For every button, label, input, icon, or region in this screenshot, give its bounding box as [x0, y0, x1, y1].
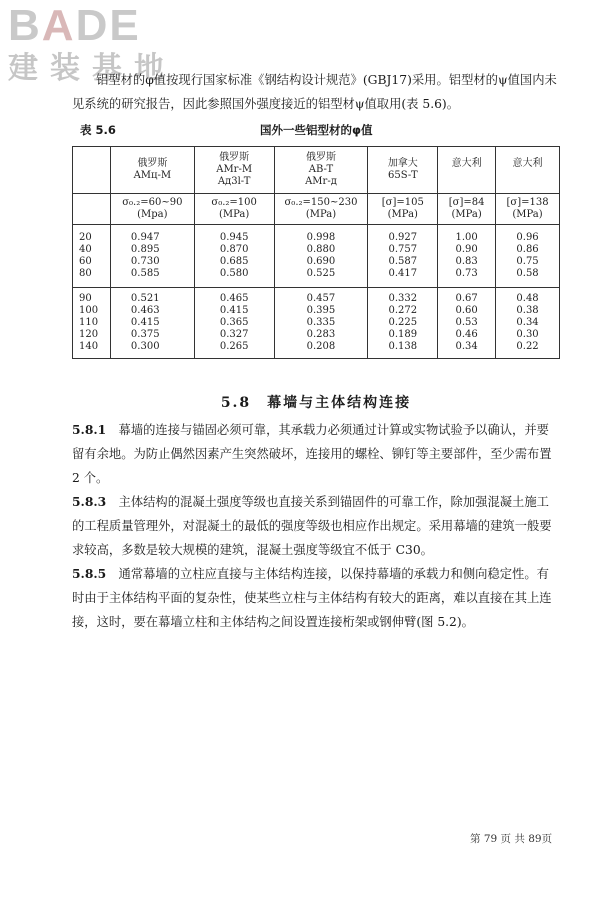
cell-line: 0.457: [306, 293, 336, 304]
cell-line: σ₀.₂=100: [211, 197, 257, 208]
table-cell: [438, 288, 496, 359]
table-cell: [368, 288, 438, 359]
cell-line: 0.58: [516, 268, 539, 279]
cell-line: 0.272: [388, 305, 418, 316]
cell-line: 0.415: [130, 317, 160, 328]
cell-line: 110: [79, 317, 99, 328]
table-cell: [274, 225, 368, 288]
cell-line: [75, 209, 108, 221]
cell-line: 0.208: [306, 341, 336, 352]
cell-line: 0.189: [388, 329, 418, 340]
clause-5-8-1: [72, 418, 560, 490]
cell-line: 0.34: [455, 341, 478, 352]
clause-text: 幕墙的连接与锚固必须可靠，其承载力必须通过计算或实物试验予以确认，并要留有余地。为防止偶然因素产生突然破坏，连接用的螺栓、铆钉等主要部件，至少需布置 2 个。: [72, 423, 552, 485]
table-cell: [496, 288, 560, 359]
cell-line: 意大利: [451, 158, 482, 169]
cell-line: AMr-д: [305, 176, 337, 187]
table-cell: [110, 194, 194, 225]
cell-line: 120: [79, 329, 99, 340]
cell-line: 0.30: [516, 329, 539, 340]
cell-line: 0.48: [516, 293, 539, 304]
cell-line: 100: [79, 305, 99, 316]
cell-line: 0.947: [130, 232, 160, 243]
cell-line: 俄罗斯: [219, 152, 250, 163]
table-cell: [73, 225, 111, 288]
cell-line: 0.417: [388, 268, 418, 279]
cell-line: 0.895: [130, 244, 160, 255]
table-cell: [368, 225, 438, 288]
table-cell: [110, 147, 194, 194]
cell-line: 0.690: [306, 256, 336, 267]
cell-line: 0.587: [388, 256, 418, 267]
table-cell: [438, 147, 496, 194]
cell-line: [σ]=84: [448, 197, 485, 208]
table-cell: [438, 225, 496, 288]
cell-line: 90: [79, 293, 92, 304]
table-cell: [194, 288, 274, 359]
table-title: 国外一些铝型材的φ值: [260, 123, 373, 137]
table-cell: [496, 225, 560, 288]
cell-line: 0.86: [516, 244, 539, 255]
table-cell: [73, 147, 111, 194]
cell-line: 0.463: [130, 305, 160, 316]
page-footer: 第 79 页 共 89页: [470, 833, 553, 845]
cell-line: 0.521: [130, 293, 160, 304]
cell-line: 0.927: [388, 232, 418, 243]
cell-line: [75, 158, 108, 170]
cell-line: σ₀.₂=150~230: [284, 197, 358, 208]
cell-line: 0.945: [219, 232, 249, 243]
cell-line: σ₀.₂=60~90: [122, 197, 183, 208]
table-caption: [80, 122, 560, 140]
cell-line: 0.395: [306, 305, 336, 316]
cell-line: 0.525: [306, 268, 336, 279]
cell-line: 0.22: [516, 341, 539, 352]
phi-table: [72, 146, 560, 359]
table-cell: [194, 225, 274, 288]
cell-line: Aд3l-T: [217, 176, 251, 187]
cell-line: [498, 170, 557, 182]
table-cell: [368, 147, 438, 194]
table-cell: [73, 194, 111, 225]
table-cell: [496, 194, 560, 225]
table-row-group-2: [73, 288, 560, 359]
logo-subtitle: 建装基地: [8, 51, 176, 86]
cell-line: (MPa): [451, 209, 482, 220]
cell-line: 0.415: [219, 305, 249, 316]
clause-5-8-3: [72, 490, 560, 562]
cell-line: (MPa): [387, 209, 418, 220]
intro-paragraph: 铝型材的φ值按现行国家标准《钢结构设计规范》(GBJ17)采用。铝型材的ψ值国内未见系统的研究报告，因此参照国外强度接近的铝型材ψ值取用(表 5.6)。: [72, 73, 557, 111]
table-cell: [274, 194, 368, 225]
table-cell: [73, 288, 111, 359]
cell-line: [75, 170, 108, 182]
logo-wordmark: BADE: [8, 1, 141, 50]
cell-line: AMц-M: [133, 170, 172, 181]
cell-line: 0.96: [516, 232, 539, 243]
table-cell: [110, 225, 194, 288]
clause-5-8-5: [72, 562, 560, 634]
section-title: 5.8 幕墙与主体结构连接: [220, 395, 412, 411]
cell-line: 0.46: [455, 329, 478, 340]
cell-line: 40: [79, 244, 92, 255]
table-cell: [194, 147, 274, 194]
table-cell: [194, 194, 274, 225]
cell-line: 加拿大: [387, 158, 418, 169]
cell-line: 0.83: [455, 256, 478, 267]
cell-line: 80: [79, 268, 92, 279]
cell-line: 0.300: [130, 341, 160, 352]
cell-line: 0.332: [388, 293, 418, 304]
cell-line: [σ]=105: [381, 197, 424, 208]
cell-line: 0.580: [219, 268, 249, 279]
cell-line: (MPa): [219, 209, 250, 220]
clause-number: 5.8.5: [72, 566, 107, 581]
cell-line: 0.335: [306, 317, 336, 328]
cell-line: 60: [79, 256, 92, 267]
table-row-group-1: [73, 225, 560, 288]
cell-line: 0.870: [219, 244, 249, 255]
cell-line: 0.585: [130, 268, 160, 279]
cell-line: 0.75: [516, 256, 539, 267]
cell-line: 0.34: [516, 317, 539, 328]
cell-line: 0.465: [219, 293, 249, 304]
table-cell: [274, 147, 368, 194]
cell-line: 140: [79, 341, 99, 352]
cell-line: 0.138: [388, 341, 418, 352]
cell-line: 0.90: [455, 244, 478, 255]
clause-text: 通常幕墙的立柱应直接与主体结构连接，以保持幕墙的承载力和侧向稳定性。有时由于主体结构平面的复杂性，使某些立柱与主体结构有较大的距离，难以直接在其上连接，这时，要在幕墙立柱和主体结构之间设置连接桁架或钢伸臂(图 5.2)。: [72, 567, 552, 629]
cell-line: 0.998: [306, 232, 336, 243]
cell-line: 0.53: [455, 317, 478, 328]
cell-line: 0.225: [388, 317, 418, 328]
cell-line: 意大利: [512, 158, 543, 169]
cell-line: 20: [79, 232, 92, 243]
cell-line: 1.00: [455, 232, 478, 243]
table-units-row: [73, 194, 560, 225]
table-label: 表 5.6: [80, 123, 116, 137]
table-cell: [274, 288, 368, 359]
clause-text: 主体结构的混凝土强度等级也直接关系到锚固件的可靠工作，除加强混凝土施工的工程质量管理外，对混凝土的最低的强度等级也相应作出规定。采用幕墙的建筑一般要求较高，多数是较大规模的建筑，混凝土强度等级宜不低于 C30。: [72, 495, 552, 557]
cell-line: 0.375: [130, 329, 160, 340]
cell-line: 0.60: [455, 305, 478, 316]
cell-line: (MPa): [305, 209, 337, 220]
table-header-row: [73, 147, 560, 194]
cell-line: 65S-T: [387, 170, 418, 181]
cell-line: [75, 197, 108, 209]
cell-line: (MPa): [512, 209, 543, 220]
cell-line: (Mpa): [137, 209, 168, 220]
cell-line: 0.730: [130, 256, 160, 267]
cell-line: 0.283: [306, 329, 336, 340]
table-cell: [110, 288, 194, 359]
table-cell: [438, 194, 496, 225]
cell-line: 0.327: [219, 329, 249, 340]
cell-line: AMr-M: [216, 164, 253, 175]
cell-line: [σ]=138: [506, 197, 549, 208]
clause-number: 5.8.1: [72, 422, 107, 437]
cell-line: 0.67: [455, 293, 478, 304]
cell-line: 0.73: [455, 268, 478, 279]
cell-line: 俄罗斯: [305, 152, 336, 163]
cell-line: 0.757: [388, 244, 418, 255]
table-cell: [496, 147, 560, 194]
cell-line: 0.880: [306, 244, 336, 255]
cell-line: 0.265: [219, 341, 249, 352]
cell-line: 0.38: [516, 305, 539, 316]
table-cell: [368, 194, 438, 225]
cell-line: 0.685: [219, 256, 249, 267]
cell-line: 0.365: [219, 317, 249, 328]
clause-number: 5.8.3: [72, 494, 107, 509]
cell-line: [440, 170, 493, 182]
cell-line: 俄罗斯: [137, 158, 168, 169]
cell-line: AB-T: [308, 164, 334, 175]
